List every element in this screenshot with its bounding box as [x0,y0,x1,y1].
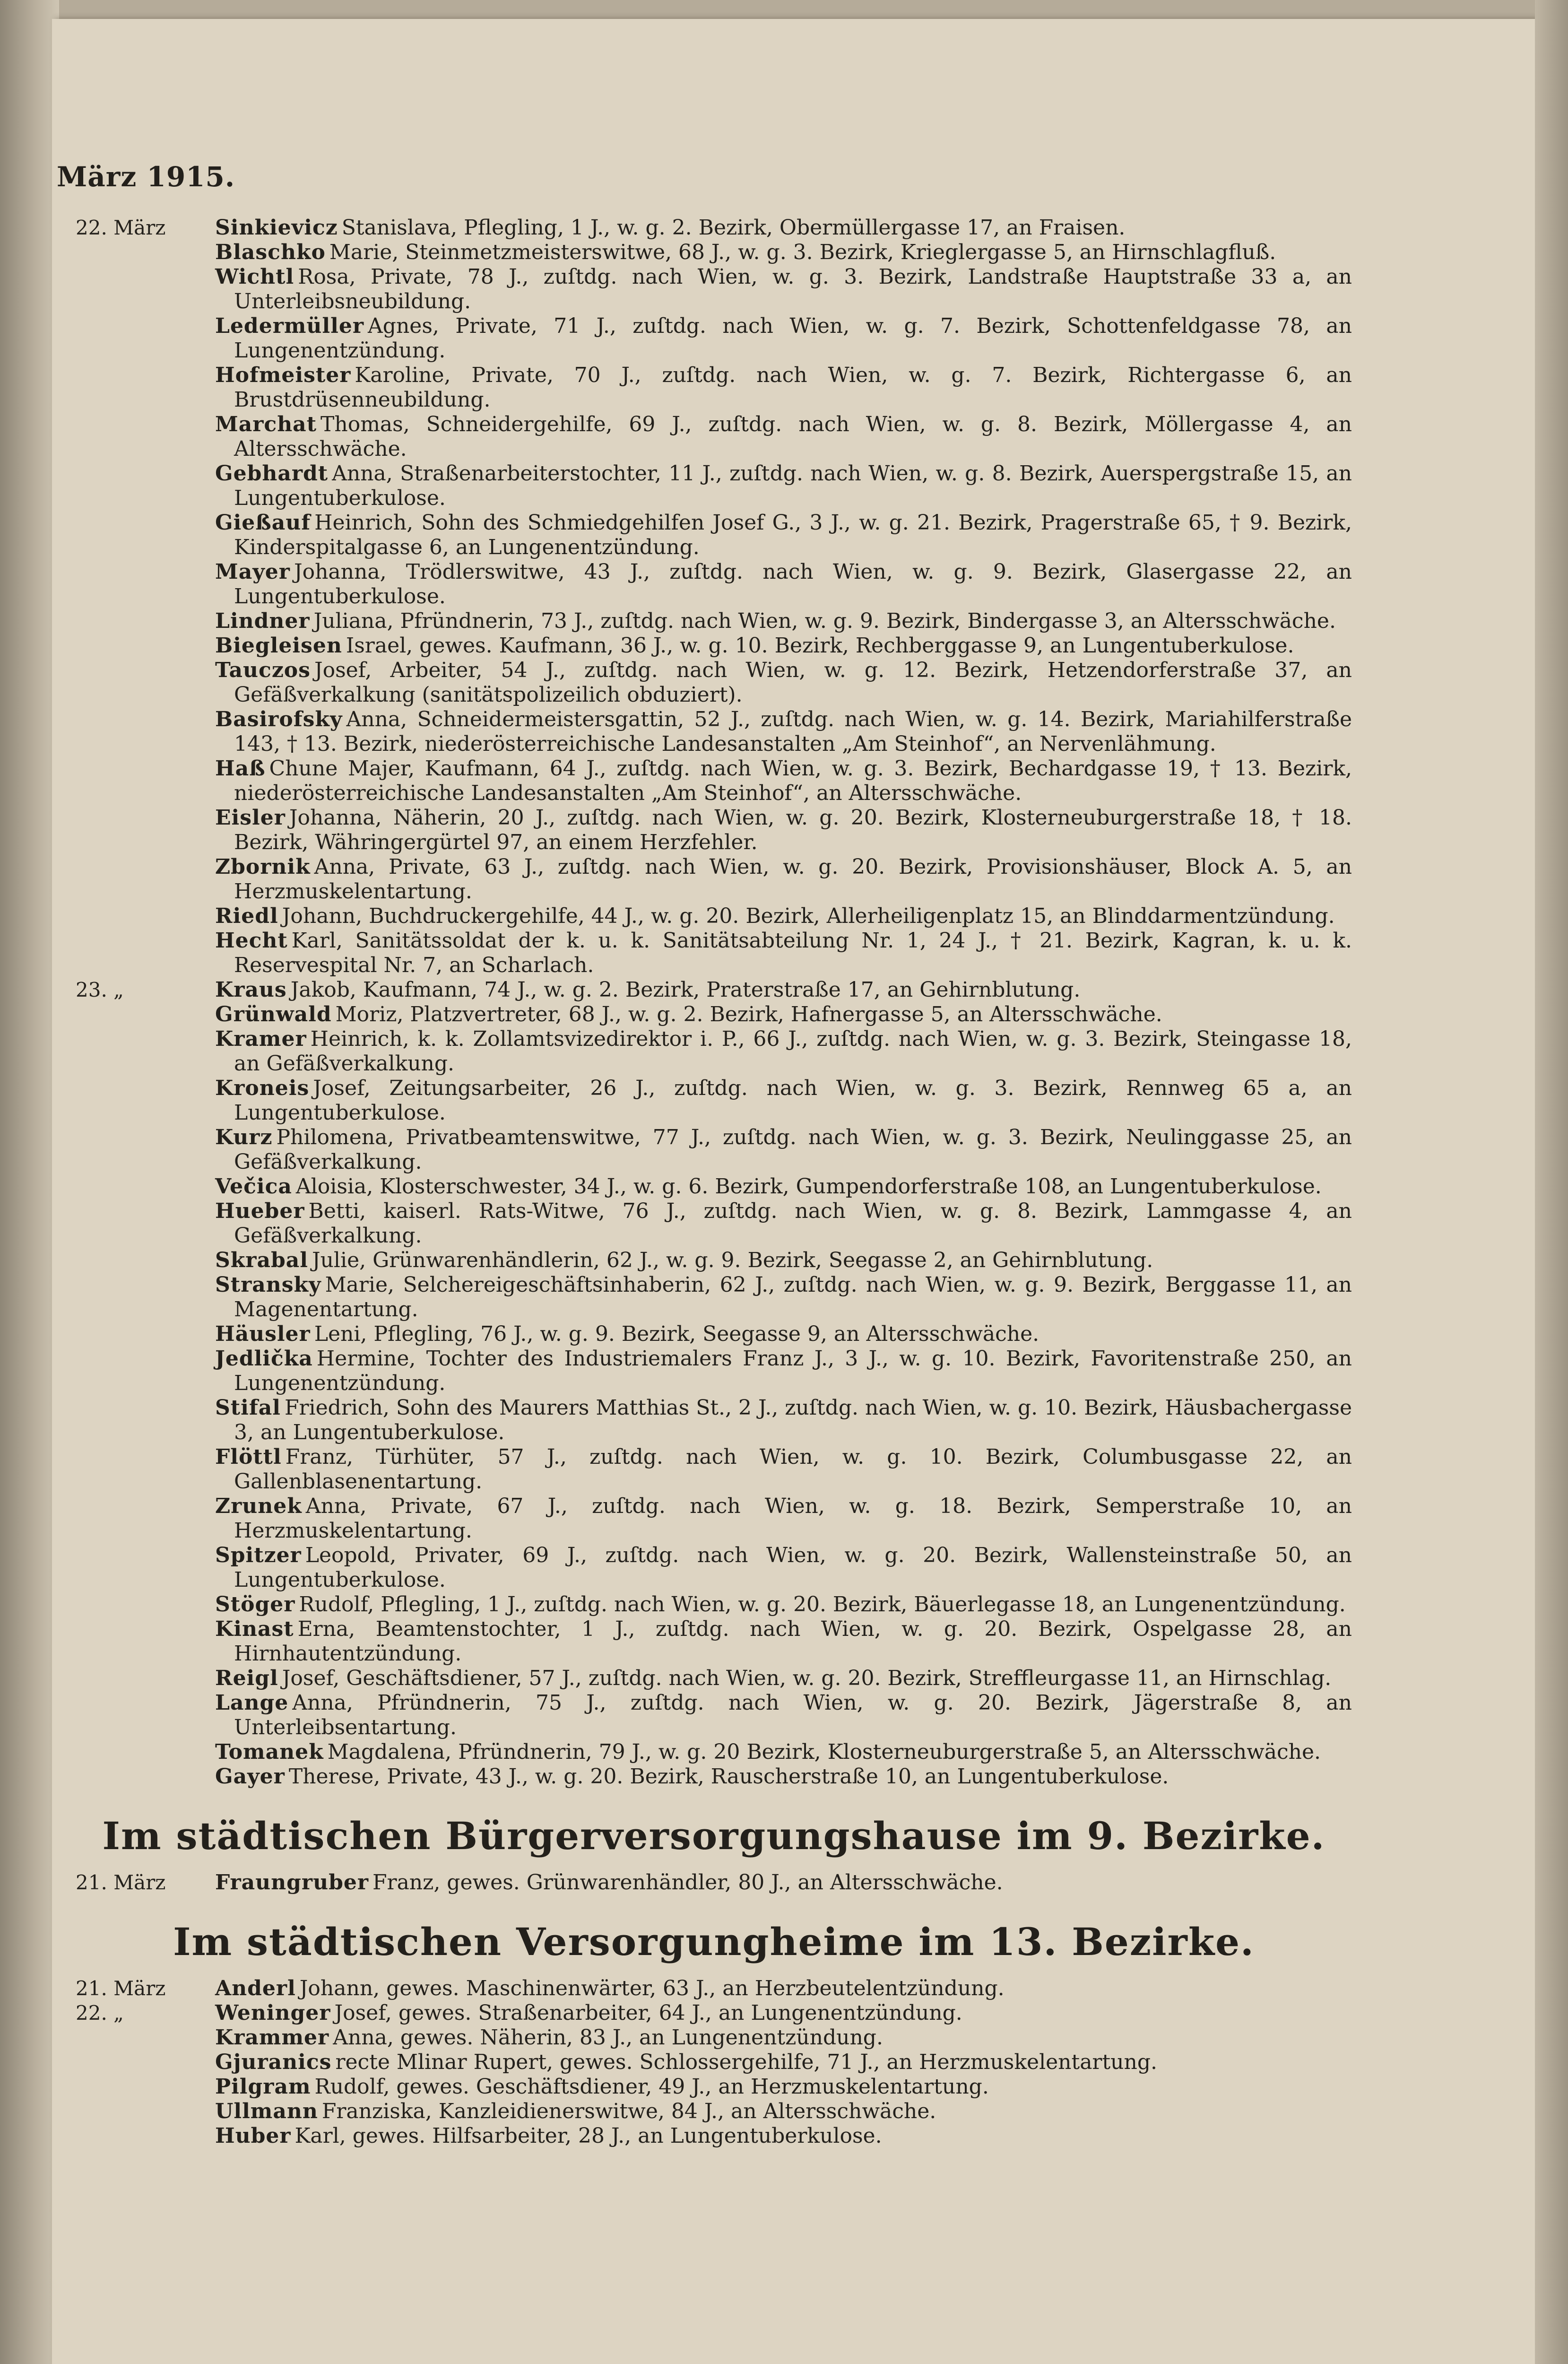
register-entry [76,756,1352,806]
entry-text [215,1592,1352,1617]
register-entry [76,1740,1352,1764]
entry-surname: Gjuranics [215,2050,332,2074]
register-entry [76,1976,1352,2001]
entry-surname: Biegleisen [215,634,342,658]
entry-surname: Gayer [215,1764,285,1789]
entry-surname: Eisler [215,806,286,830]
entry-text [215,904,1352,929]
entry-surname: Kramer [215,1027,307,1051]
entry-text [215,1494,1352,1543]
register-entry [76,658,1352,707]
register-entry [76,1125,1352,1174]
entry-details: Stanislava, Pflegling, 1 J., w. g. 2. Bezirk, Obermüllergasse 17, an Fraisen. [341,216,1126,240]
register-entry [76,1347,1352,1396]
section-title: Im städtischen Bürgerversorgungshause im 9. Bezirke. [102,1814,1325,1858]
entry-surname: Gießauf [215,511,311,535]
entry-details: Rudolf, gewes. Geschäftsdiener, 49 J., an Herzmuskelentartung. [314,2075,989,2099]
register-entry [76,1691,1352,1740]
entry-date: 23. „ [76,978,124,1001]
register-entry [76,1617,1352,1666]
entry-details: Leopold, Privater, 69 J., zuſtdg. nach Wien, w. g. 20. Bezirk, Wallensteinstraße 50, an Lungentuberkulose. [234,1543,1352,1592]
entry-surname: Pilgram [215,2075,311,2099]
register-entry [76,1248,1352,1273]
entry-details: Josef, Arbeiter, 54 J., zuſtdg. nach Wien, w. g. 12. Bezirk, Hetzendorferstraße 37, an Gefäßverkalkung (sanitätspolizeilich obduziert). [234,658,1352,707]
entry-text [215,1666,1352,1691]
entry-details: Anna, Straßenarbeiterstochter, 11 J., zuſtdg. nach Wien, w. g. 8. Bezirk, Auerspergstraße 15, an Lungentuberkulose. [234,461,1352,510]
register-entry [76,240,1352,265]
entry-text [215,314,1352,363]
entry-details: Anna, gewes. Näherin, 83 J., an Lungenentzündung. [333,2025,883,2050]
entry-text [215,929,1352,978]
entry-details: Chune Majer, Kaufmann, 64 J., zuſtdg. nach Wien, w. g. 3. Bezirk, Bechardgasse 19, † 13. Bezirk, niederösterreichische Landesanstalten „Am Steinhof“, an Altersschwäche. [234,756,1352,805]
entry-surname: Flöttl [215,1445,282,1469]
register-entry [76,609,1352,634]
register-entry [76,1666,1352,1691]
entry-surname: Hofmeister [215,363,351,387]
register-section [76,216,1352,1789]
register-entry [76,1076,1352,1125]
entry-text [215,756,1352,806]
register-entry [76,904,1352,929]
entry-details: Karl, Sanitätssoldat der k. u. k. Sanitätsabteilung Nr. 1, 24 J., † 21. Bezirk, Kagran, k. u. k. Reservespital Nr. 7, an Scharlach. [234,929,1352,977]
register-entry [76,929,1352,978]
entry-details: Karl, gewes. Hilfsarbeiter, 28 J., an Lungentuberkulose. [295,2124,882,2148]
entry-details: Therese, Private, 43 J., w. g. 20. Bezirk, Rauscherstraße 10, an Lungentuberkulose. [288,1764,1169,1789]
entry-text [215,2124,1352,2148]
entry-details: Johann, gewes. Maschinenwärter, 63 J., an Herzbeutelentzündung. [299,1976,1005,2000]
entry-text [215,1027,1352,1076]
entry-text [215,1764,1352,1789]
entry-surname: Basirofsky [215,707,343,731]
entry-surname: Kurz [215,1125,273,1149]
entry-details: Philomena, Privatbeamtenswitwe, 77 J., zuſtdg. nach Wien, w. g. 3. Bezirk, Neulinggasse 25, an Gefäßverkalkung. [234,1125,1352,1174]
entry-details: Rosa, Private, 78 J., zuſtdg. nach Wien, w. g. 3. Bezirk, Landstraße Hauptstraße 33 a, an Unterleibsneubildung. [234,265,1352,313]
register-entry [76,2099,1352,2124]
entry-details: Hermine, Tochter des Industriemalers Franz J., 3 J., w. g. 10. Bezirk, Favoritenstraße 250, an Lungenentzündung. [234,1347,1352,1395]
entry-text [215,1691,1352,1740]
entry-text [215,2001,1352,2025]
entry-text [215,978,1352,1002]
death-register [76,216,1352,2148]
entry-surname: Zbornik [215,855,311,879]
entry-date: 22. März [76,216,166,239]
register-entry [76,2050,1352,2075]
entry-surname: Spitzer [215,1543,302,1567]
entry-surname: Krammer [215,2025,329,2050]
register-entry [76,461,1352,511]
entry-text [215,363,1352,412]
entry-surname: Riedl [215,904,278,928]
register-entry [76,265,1352,314]
entry-details: Josef, gewes. Straßenarbeiter, 64 J., an Lungenentzündung. [334,2001,962,2025]
entry-details: Karoline, Private, 70 J., zuſtdg. nach Wien, w. g. 7. Bezirk, Richtergasse 6, an Brustdrüsenneubildung. [234,363,1352,412]
entry-text [215,216,1352,240]
entry-text [215,560,1352,609]
entry-surname: Lindner [215,609,310,633]
entry-details: Juliana, Pfründnerin, 73 J., zuſtdg. nach Wien, w. g. 9. Bezirk, Bindergasse 3, an Altersschwäche. [313,609,1336,633]
entry-details: Erna, Beamtenstochter, 1 J., zuſtdg. nach Wien, w. g. 20. Bezirk, Ospelgasse 28, an Hirnhautentzündung. [234,1617,1352,1666]
entry-details: Friedrich, Sohn des Maurers Matthias St., 2 J., zuſtdg. nach Wien, w. g. 10. Bezirk, Häusbachergasse 3, an Lungentuberkulose. [234,1396,1352,1444]
entry-details: recte Mlinar Rupert, gewes. Schlossergehilfe, 71 J., an Herzmuskelentartung. [335,2050,1157,2074]
entry-surname: Marchat [215,412,317,436]
register-entry [76,1027,1352,1076]
book-gutter [0,0,59,2364]
entry-text [215,1174,1352,1199]
entry-text [215,1273,1352,1322]
entry-surname: Zrunek [215,1494,302,1518]
entry-details: Betti, kaiserl. Rats-Witwe, 76 J., zuſtdg. nach Wien, w. g. 8. Bezirk, Lammgasse 4, an Gefäßverkalkung. [234,1199,1352,1248]
entry-surname: Stifal [215,1396,281,1420]
entry-details: Anna, Private, 67 J., zuſtdg. nach Wien, w. g. 18. Bezirk, Semperstraße 10, an Herzmuskelentartung. [234,1494,1352,1543]
entry-text [215,855,1352,904]
page-edge [1535,0,1568,2364]
entry-details: Anna, Schneidermeistersgattin, 52 J., zuſtdg. nach Wien, w. g. 14. Bezirk, Mariahilferstraße 143, † 13. Bezirk, niederösterreichische Landesanstalten „Am Steinhof“, an Nervenlähmung. [234,707,1352,756]
entry-details: Franz, Türhüter, 57 J., zuſtdg. nach Wien, w. g. 10. Bezirk, Columbusgasse 22, an Gallenblasenentartung. [234,1445,1352,1494]
entry-text [215,240,1352,265]
entry-text [215,2075,1352,2099]
register-entry [76,560,1352,609]
entry-surname: Fraungruber [215,1870,369,1895]
entry-text [215,1347,1352,1396]
entry-details: Johanna, Trödlerswitwe, 43 J., zuſtdg. nach Wien, w. g. 9. Bezirk, Glasergasse 22, an Lungentuberkulose. [234,560,1352,608]
entry-text [215,2050,1352,2075]
entry-date: 21. März [76,1977,166,2000]
entry-surname: Lange [215,1691,289,1715]
entry-text [215,1125,1352,1174]
entry-surname: Ullmann [215,2099,318,2123]
entry-details: Israel, gewes. Kaufmann, 36 J., w. g. 10. Bezirk, Rechberggasse 9, an Lungentuberkulose. [346,634,1294,658]
entry-date: 21. März [76,1871,166,1894]
entry-text [215,806,1352,855]
register-entry [76,412,1352,461]
entry-date: 22. „ [76,2001,124,2025]
register-entry [76,1002,1352,1027]
register-entry [76,1396,1352,1445]
register-entry [76,2001,1352,2025]
entry-details: Magdalena, Pfründnerin, 79 J., w. g. 20 Bezirk, Klosterneuburgerstraße 5, an Altersschwäche. [327,1740,1321,1764]
entry-details: Franziska, Kanzleidienerswitwe, 84 J., an Altersschwäche. [321,2099,936,2123]
register-entry [76,1322,1352,1347]
register-entry [76,806,1352,855]
register-entry [76,1445,1352,1494]
entry-surname: Blaschko [215,240,326,264]
entry-surname: Mayer [215,560,290,584]
register-entry [76,855,1352,904]
entry-surname: Hueber [215,1199,305,1223]
entry-surname: Grünwald [215,1002,332,1026]
entry-surname: Huber [215,2124,291,2148]
entry-surname: Wichtl [215,265,295,289]
page-header: März 1915. [57,161,235,193]
register-entry [76,1174,1352,1199]
entry-text [215,1322,1352,1347]
register-entry [76,978,1352,1002]
entry-details: Josef, Geschäftsdiener, 57 J., zuſtdg. nach Wien, w. g. 20. Bezirk, Streffleurgasse 11, an Hirnschlag. [282,1666,1332,1690]
entry-text [215,1199,1352,1248]
entry-details: Anna, Pfründnerin, 75 J., zuſtdg. nach Wien, w. g. 20. Bezirk, Jägerstraße 8, an Unterleibsentartung. [234,1691,1352,1739]
entry-text [215,2025,1352,2050]
entry-details: Johanna, Näherin, 20 J., zuſtdg. nach Wien, w. g. 20. Bezirk, Klosterneuburgerstraße 18, † 18. Bezirk, Währingergürtel 97, an einem Herzfehler. [234,806,1352,854]
entry-details: Johann, Buchdruckergehilfe, 44 J., w. g. 20. Bezirk, Allerheiligenplatz 15, an Blinddarmentzündung. [282,904,1335,928]
entry-details: Agnes, Private, 71 J., zuſtdg. nach Wien, w. g. 7. Bezirk, Schottenfeldgasse 78, an Lungenentzündung. [234,314,1352,363]
entry-details: Thomas, Schneidergehilfe, 69 J., zuſtdg. nach Wien, w. g. 8. Bezirk, Möllergasse 4, an Altersschwäche. [234,412,1352,461]
entry-text [215,1002,1352,1027]
entry-text [215,511,1352,560]
document-content [57,161,1352,2148]
entry-text [215,634,1352,658]
entry-text [215,1870,1352,1895]
register-entry [76,216,1352,240]
entry-text [215,609,1352,634]
entry-surname: Skrabal [215,1248,308,1272]
register-entry [76,634,1352,658]
register-entry [76,511,1352,560]
entry-surname: Kraus [215,978,287,1002]
entry-details: Aloisia, Klosterschwester, 34 J., w. g. 6. Bezirk, Gumpendorferstraße 108, an Lungentuberkulose. [295,1174,1322,1199]
entry-text [215,1617,1352,1666]
register-entry [76,1494,1352,1543]
register-entry [76,1273,1352,1322]
register-entry [76,363,1352,412]
entry-text [215,2099,1352,2124]
entry-details: Moriz, Platzvertreter, 68 J., w. g. 2. Bezirk, Hafnergasse 5, an Altersschwäche. [335,1002,1162,1026]
entry-text [215,461,1352,511]
entry-text [215,1976,1352,2001]
entry-details: Anna, Private, 63 J., zuſtdg. nach Wien, w. g. 20. Bezirk, Provisionshäuser, Block A. 5, an Herzmuskelentartung. [234,855,1352,904]
entry-text [215,1543,1352,1592]
entry-surname: Tauczos [215,658,311,682]
entry-surname: Haß [215,756,266,781]
register-entry [76,1870,1352,1895]
entry-details: Jakob, Kaufmann, 74 J., w. g. 2. Bezirk, Praterstraße 17, an Gehirnblutung. [290,978,1081,1002]
register-entry [76,707,1352,756]
entry-surname: Hecht [215,929,288,953]
entry-surname: Jedlička [215,1347,313,1371]
entry-details: Leni, Pflegling, 76 J., w. g. 9. Bezirk, Seegasse 9, an Altersschwäche. [314,1322,1040,1346]
entry-text [215,1076,1352,1125]
entry-details: Heinrich, k. k. Zollamtsvizedirektor i. P., 66 J., zuſtdg. nach Wien, w. g. 3. Bezirk, Steingasse 18, an Gefäßverkalkung. [234,1027,1352,1076]
entry-surname: Tomanek [215,1740,324,1764]
register-entry [76,1199,1352,1248]
entry-surname: Reigl [215,1666,278,1690]
entry-text [215,1445,1352,1494]
register-entry [76,314,1352,363]
entry-surname: Večica [215,1174,292,1199]
register-entry [76,1764,1352,1789]
register-entry [76,1592,1352,1617]
entry-surname: Stransky [215,1273,321,1297]
entry-details: Marie, Steinmetzmeisterswitwe, 68 J., w. g. 3. Bezirk, Krieglergasse 5, an Hirnschlagfluß. [329,240,1276,264]
entry-details: Franz, gewes. Grünwarenhändler, 80 J., an Altersschwäche. [373,1870,1003,1895]
entry-text [215,265,1352,314]
entry-details: Marie, Selchereigeschäftsinhaberin, 62 J., zuſtdg. nach Wien, w. g. 9. Bezirk, Berggasse 11, an Magenentartung. [234,1273,1352,1321]
register-entry [76,2025,1352,2050]
entry-details: Julie, Grünwarenhändlerin, 62 J., w. g. 9. Bezirk, Seegasse 2, an Gehirnblutung. [312,1248,1153,1272]
entry-text [215,1396,1352,1445]
entry-surname: Stöger [215,1592,295,1617]
entry-surname: Weninger [215,2001,331,2025]
entry-text [215,1740,1352,1764]
entry-surname: Kroneis [215,1076,310,1100]
entry-text [215,1248,1352,1273]
register-section [76,1920,1352,2148]
entry-surname: Ledermüller [215,314,364,338]
register-entry [76,1543,1352,1592]
entry-details: Heinrich, Sohn des Schmiedgehilfen Josef G., 3 J., w. g. 21. Bezirk, Pragerstraße 65, † 9. Bezirk, Kinderspitalgasse 6, an Lungenentzündung. [234,511,1352,559]
section-title: Im städtischen Versorgungheime im 13. Bezirke. [173,1920,1255,1964]
entry-details: Rudolf, Pflegling, 1 J., zuſtdg. nach Wien, w. g. 20. Bezirk, Bäuerlegasse 18, an Lungenentzündung. [299,1592,1346,1617]
entry-surname: Kinast [215,1617,294,1641]
entry-surname: Häusler [215,1322,311,1346]
entry-details: Josef, Zeitungsarbeiter, 26 J., zuſtdg. nach Wien, w. g. 3. Bezirk, Rennweg 65 a, an Lungentuberkulose. [234,1076,1352,1125]
register-entry [76,2075,1352,2099]
entry-text [215,707,1352,756]
register-section [76,1814,1352,1895]
entry-surname: Gebhardt [215,461,329,486]
entry-surname: Sinkievicz [215,216,338,240]
entry-surname: Anderl [215,1976,296,2000]
entry-text [215,412,1352,461]
entry-text [215,658,1352,707]
register-entry [76,2124,1352,2148]
